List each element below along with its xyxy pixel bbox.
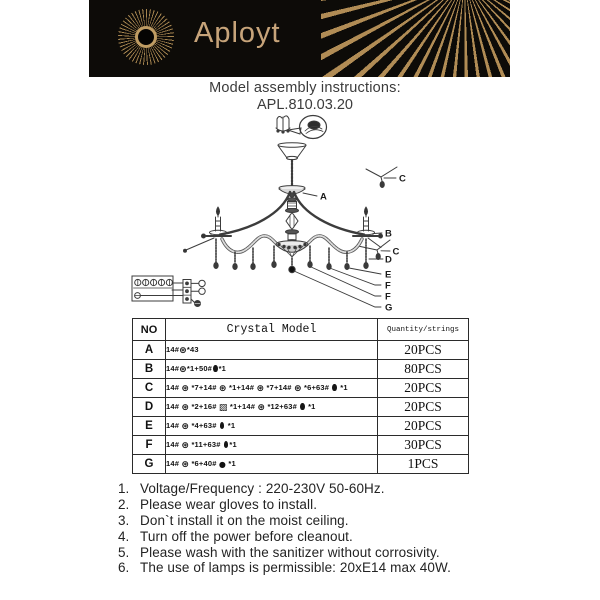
row-letter: C xyxy=(133,379,166,398)
row-letter: A xyxy=(133,341,166,360)
table-row xyxy=(133,379,469,398)
brand-name: Aployt xyxy=(194,17,281,49)
row-letter: G xyxy=(133,455,166,474)
drop-bead-icon xyxy=(332,384,337,391)
instruction-item: 3. Don`t install it on the moist ceiling. xyxy=(118,512,349,528)
quantity-cell: 20PCS xyxy=(378,417,469,436)
octagon-bead-icon xyxy=(181,442,189,451)
row-letter: D xyxy=(133,398,166,417)
crystal-model-cell: 14# ⊛ *43 xyxy=(166,341,378,360)
ball-bead-icon xyxy=(219,461,226,469)
crystal-model-cell: 14# ⊛ *7+14# ⊛ *1+14# ⊛ *7+14# ⊛ *6+63# *1 xyxy=(166,379,378,398)
instruction-item: 2. Please wear gloves to install. xyxy=(118,497,318,513)
instruction-item: 4. Turn off the power before cleanout. xyxy=(118,528,353,544)
model-code: APL.810.03.20 xyxy=(257,97,353,113)
header-no: NO xyxy=(133,319,166,341)
table-row xyxy=(133,417,469,436)
part-label-g: G xyxy=(385,302,393,314)
quantity-cell: 20PCS xyxy=(378,341,469,360)
drop-bead-icon xyxy=(224,441,229,448)
quantity-cell: 20PCS xyxy=(378,398,469,417)
header-crystal-model: Crystal Model xyxy=(166,319,378,341)
crystal-table xyxy=(132,318,469,474)
instruction-item: 6. The use of lamps is permissible: 20xE14 max 40W. xyxy=(118,560,451,576)
drop-bead-icon xyxy=(213,365,218,372)
table-header-row xyxy=(133,319,469,341)
crystal-table-body xyxy=(133,341,469,474)
wiring-diagram xyxy=(132,276,205,307)
instruction-item: 5. Please wash with the sanitizer without corrosivity. xyxy=(118,544,440,560)
quantity-cell: 1PCS xyxy=(378,455,469,474)
part-label-c-top: C xyxy=(399,173,406,185)
row-letter: F xyxy=(133,436,166,455)
table-row xyxy=(133,360,469,379)
part-label-f1: F xyxy=(385,280,391,292)
part-label-b: B xyxy=(385,228,392,240)
magnifier-detail-icon xyxy=(288,116,327,139)
octagon-bead-icon xyxy=(181,385,189,394)
octagon-bead-icon xyxy=(179,366,187,375)
octagon-bead-icon xyxy=(179,347,187,356)
crystal-model-cell: 14# ⊛ *1+50# *1 xyxy=(166,360,378,379)
octagon-bead-icon xyxy=(256,385,264,394)
header-quantity: Quantity/strings xyxy=(378,319,469,341)
part-label-a: A xyxy=(320,191,327,203)
quantity-cell: 80PCS xyxy=(378,360,469,379)
octagon-bead-icon xyxy=(181,423,189,432)
page-title: Model assembly instructions: xyxy=(209,80,401,96)
part-label-f2: F xyxy=(385,291,391,303)
table-row xyxy=(133,455,469,474)
table-row xyxy=(133,398,469,417)
mounting-detail-icon xyxy=(276,116,290,133)
drop-bead-icon xyxy=(220,422,225,429)
square-bead-icon xyxy=(219,404,228,413)
instructions-list xyxy=(118,481,588,576)
octagon-bead-icon xyxy=(294,385,302,394)
octagon-bead-icon xyxy=(181,461,189,470)
crystal-model-cell: 14# ⊛ *4+63# *1 xyxy=(166,417,378,436)
chandelier-drawing xyxy=(184,143,398,273)
quantity-cell: 20PCS xyxy=(378,379,469,398)
octagon-bead-icon xyxy=(257,404,265,413)
row-letter: B xyxy=(133,360,166,379)
part-label-c-right: C xyxy=(392,246,400,258)
crystal-model-cell: 14# ⊛ *2+16# ▨ *1+14# ⊛ *12+63# *1 xyxy=(166,398,378,417)
octagon-bead-icon xyxy=(219,385,227,394)
part-label-d: D xyxy=(385,254,392,266)
quantity-cell: 30PCS xyxy=(378,436,469,455)
octagon-bead-icon xyxy=(181,404,189,413)
row-letter: E xyxy=(133,417,166,436)
instruction-item: 1. Voltage/Frequency : 220-230V 50-60Hz. xyxy=(118,481,385,497)
drop-bead-icon xyxy=(300,403,305,410)
crystal-model-cell: 14# ⊛ *11+63# *1 xyxy=(166,436,378,455)
part-label-e: E xyxy=(385,269,392,281)
crystal-model-cell: 14# ⊛ *6+40# ● *1 xyxy=(166,455,378,474)
table-row xyxy=(133,436,469,455)
table-row xyxy=(133,341,469,360)
